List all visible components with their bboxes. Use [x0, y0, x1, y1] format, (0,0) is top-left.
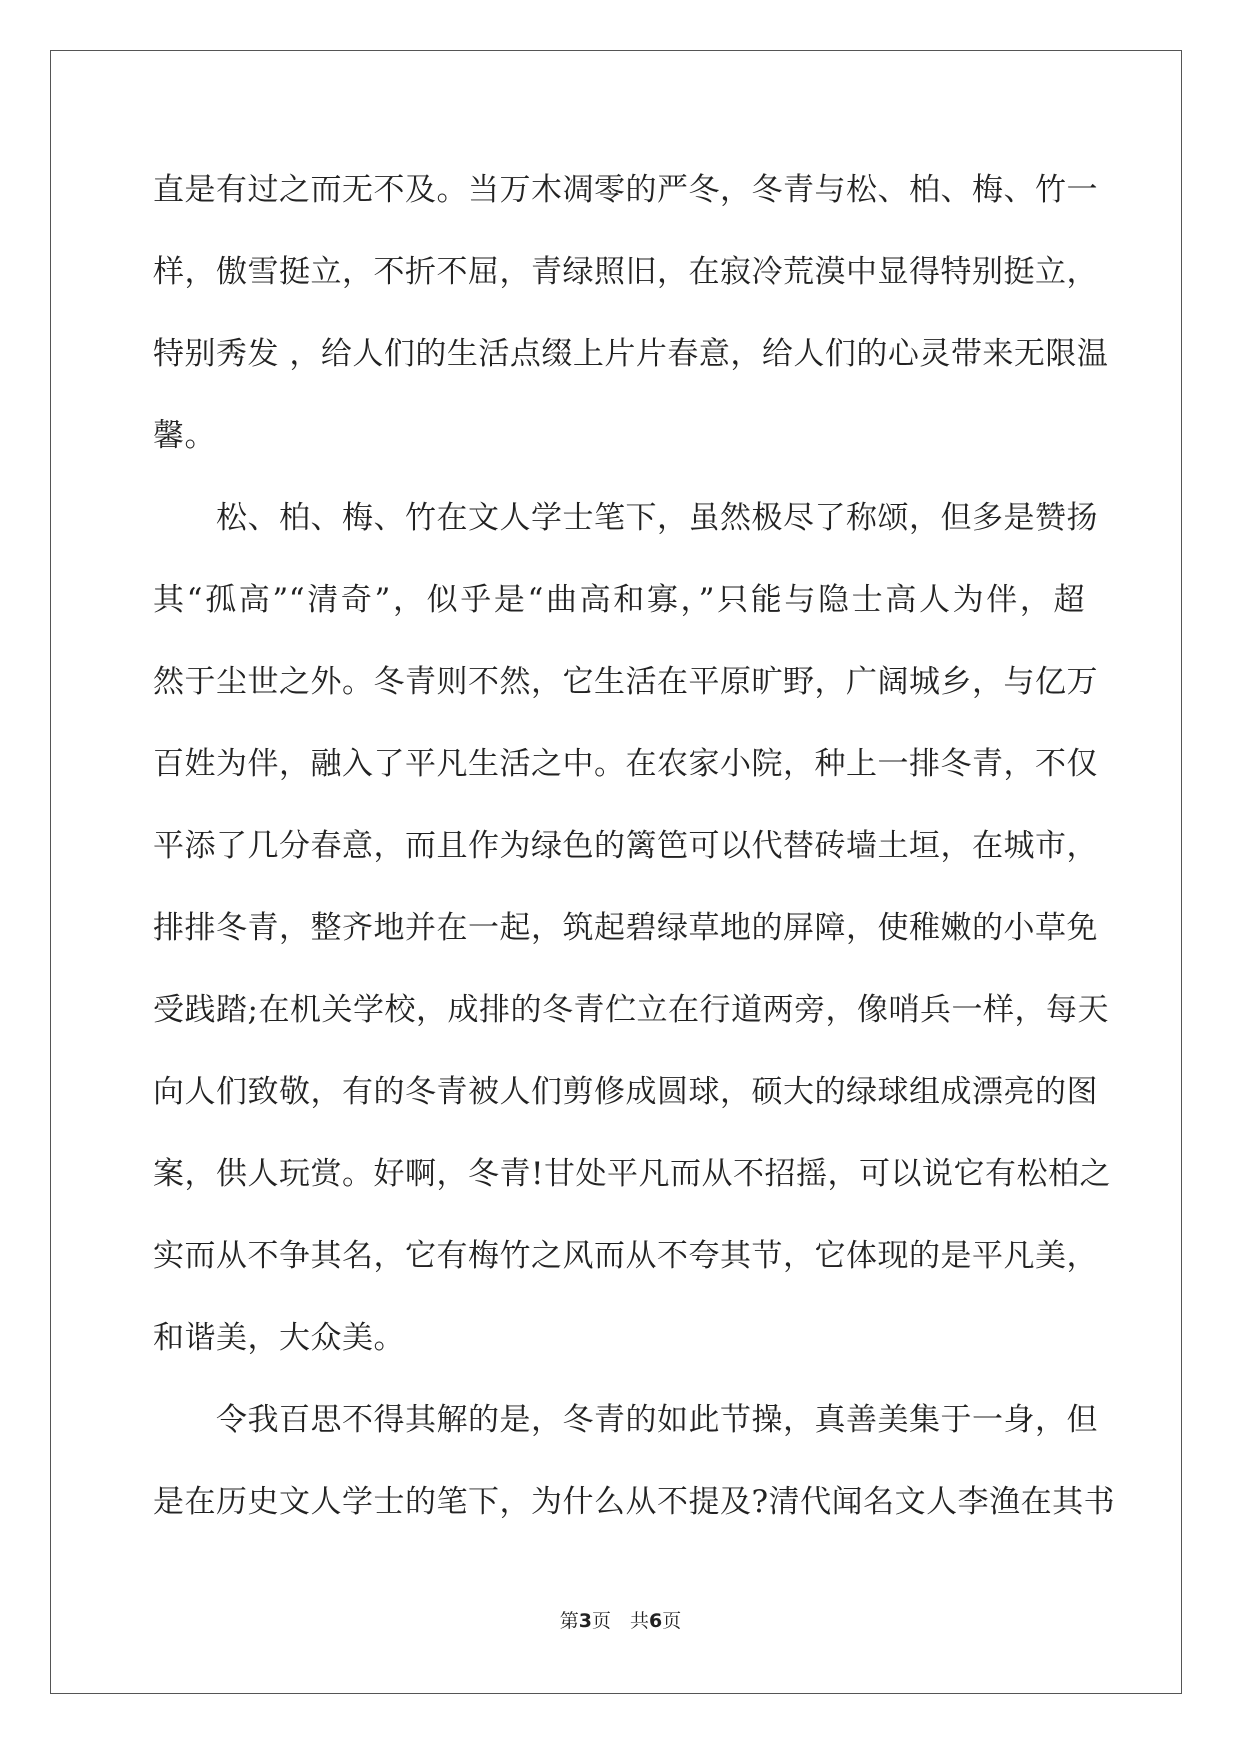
text-line: 平添了几分春意，而且作为绿色的篱笆可以代替砖墙土垣，在城市，: [153, 828, 1098, 864]
current-page-number: 3: [578, 1610, 592, 1632]
text-line: 样，傲雪挺立，不折不屈，青绿照旧，在寂冷荒漠中显得特别挺立，: [153, 254, 1098, 290]
text-line: 实而从不争其名，它有梅竹之风而从不夸其节，它体现的是平凡美，: [153, 1238, 1098, 1274]
text-line: 直是有过之而无不及。当万木凋零的严冬，冬青与松、柏、梅、竹一: [153, 172, 1098, 208]
footer-suffix: 页: [662, 1610, 682, 1632]
total-page-count: 6: [649, 1610, 663, 1632]
text-line: 排排冬青，整齐地并在一起，筑起碧绿草地的屏障，使稚嫩的小草免: [153, 910, 1098, 946]
text-line: 其“孤高”“清奇”，似乎是“曲高和寡，”只能与隐士高人为伴，超: [153, 582, 1085, 618]
footer-mid: 页 共: [591, 1610, 649, 1632]
document-body: [153, 162, 1116, 1556]
text-line: 案，供人玩赏。好啊，冬青!甘处平凡而从不招摇，可以说它有松柏之: [153, 1156, 1111, 1192]
text-line: 然于尘世之外。冬青则不然，它生活在平原旷野，广阔城乡，与亿万: [153, 664, 1098, 700]
text-line: 特别秀发 ，给人们的生活点缀上片片春意，给人们的心灵带来无限温: [153, 336, 1109, 372]
footer-prefix: 第: [559, 1610, 579, 1632]
text-line: 和谐美，大众美。: [153, 1320, 405, 1356]
page-footer: [0, 1606, 1241, 1633]
text-line: 百姓为伴，融入了平凡生活之中。在农家小院，种上一排冬青，不仅: [153, 746, 1098, 782]
text-line: 受践踏;在机关学校，成排的冬青伫立在行道两旁，像哨兵一样，每天: [153, 992, 1109, 1028]
text-line: 令我百思不得其解的是，冬青的如此节操，真善美集于一身，但: [153, 1402, 1098, 1438]
text-line: 向人们致敬，有的冬青被人们剪修成圆球，硕大的绿球组成漂亮的图: [153, 1074, 1098, 1110]
text-line: 是在历史文人学士的笔下，为什么从不提及?清代闻名文人李渔在其书: [153, 1484, 1116, 1520]
text-line: 松、柏、梅、竹在文人学士笔下，虽然极尽了称颂，但多是赞扬: [153, 500, 1098, 536]
text-line: 馨。: [153, 418, 216, 454]
